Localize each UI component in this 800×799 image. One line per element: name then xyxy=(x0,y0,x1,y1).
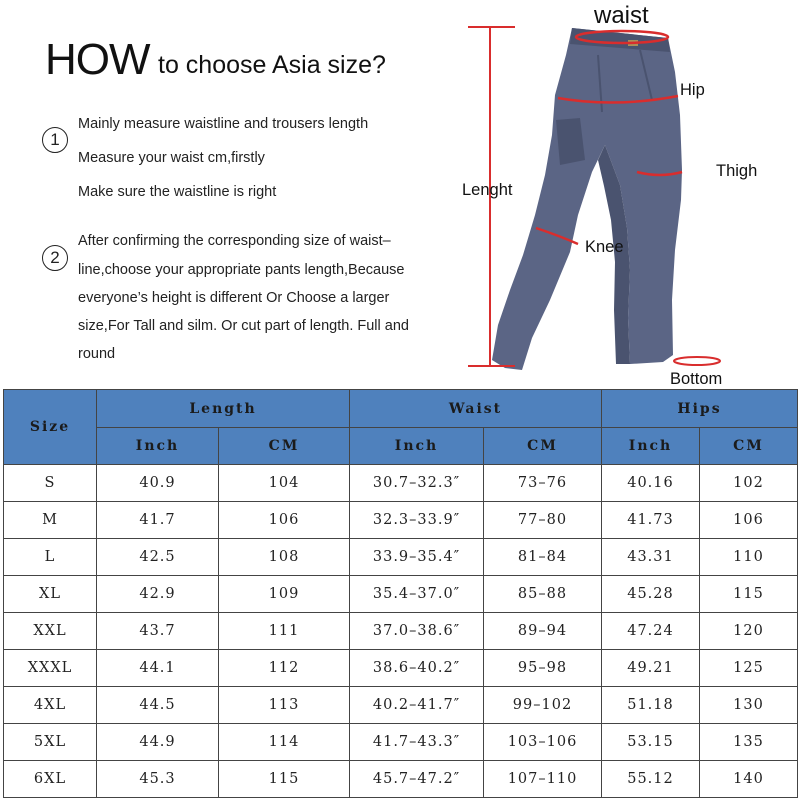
length-inch-cell: 40.9 xyxy=(97,465,219,502)
step-1-line-3: Make sure the waistline is right xyxy=(78,184,277,200)
size-cell: S xyxy=(4,465,97,502)
hips-inch-cell: 51.18 xyxy=(602,687,700,724)
length-cm-cell: 109 xyxy=(219,576,350,613)
hips-cm-cell: 135 xyxy=(700,724,798,761)
waist-cm-cell: 81–84 xyxy=(484,539,602,576)
length-inch-cell: 44.5 xyxy=(97,687,219,724)
length-inch-cell: 44.9 xyxy=(97,724,219,761)
length-cm-cell: 104 xyxy=(219,465,350,502)
hips-cm-cell: 115 xyxy=(700,576,798,613)
step-2-line-4: size,For Tall and silm. Or cut part of length. Full and xyxy=(78,318,409,334)
waist-inch-cell: 45.7–47.2″ xyxy=(350,761,484,798)
waist-label: waist xyxy=(594,2,649,29)
length-cm-cell: 106 xyxy=(219,502,350,539)
table-header-row xyxy=(4,390,798,428)
size-cell: 5XL xyxy=(4,724,97,761)
hips-group-header: Hips xyxy=(602,390,798,428)
step-2-line-1: After confirming the corresponding size of waist– xyxy=(78,233,391,249)
hips-inch-cell: 45.28 xyxy=(602,576,700,613)
waist-inch-header: Inch xyxy=(350,428,484,465)
heading-subtitle: to choose Asia size? xyxy=(158,51,386,79)
hips-inch-cell: 43.31 xyxy=(602,539,700,576)
hips-cm-cell: 125 xyxy=(700,650,798,687)
step-2-line-2: line,choose your appropriate pants length,Because xyxy=(78,262,405,278)
length-cm-cell: 111 xyxy=(219,613,350,650)
hips-cm-cell: 130 xyxy=(700,687,798,724)
waist-inch-cell: 37.0–38.6″ xyxy=(350,613,484,650)
waist-cm-cell: 77–80 xyxy=(484,502,602,539)
waist-cm-cell: 89–94 xyxy=(484,613,602,650)
waist-cm-cell: 103–106 xyxy=(484,724,602,761)
table-row xyxy=(4,650,798,687)
pants-illustration xyxy=(492,28,682,370)
hips-cm-cell: 106 xyxy=(700,502,798,539)
waist-inch-cell: 32.3–33.9″ xyxy=(350,502,484,539)
hips-cm-header: CM xyxy=(700,428,798,465)
step-2-line-5: round xyxy=(78,346,116,362)
length-inch-cell: 42.5 xyxy=(97,539,219,576)
table-row xyxy=(4,576,798,613)
length-cm-cell: 108 xyxy=(219,539,350,576)
table-row xyxy=(4,465,798,502)
waist-group-header: Waist xyxy=(350,390,602,428)
heading-how: HOW xyxy=(45,35,150,84)
table-row xyxy=(4,539,798,576)
table-row xyxy=(4,724,798,761)
size-cell: 6XL xyxy=(4,761,97,798)
waist-inch-cell: 40.2–41.7″ xyxy=(350,687,484,724)
waist-inch-cell: 33.9–35.4″ xyxy=(350,539,484,576)
length-cm-cell: 115 xyxy=(219,761,350,798)
step-1-number-badge: 1 xyxy=(42,127,68,153)
step-2-line-3: everyone’s height is different Or Choose a larger xyxy=(78,290,390,306)
pants-measurement-diagram xyxy=(0,0,800,389)
waist-cm-cell: 99–102 xyxy=(484,687,602,724)
waist-inch-cell: 41.7–43.3″ xyxy=(350,724,484,761)
length-inch-cell: 42.9 xyxy=(97,576,219,613)
step-2-number-badge: 2 xyxy=(42,245,68,271)
size-cell: XXXL xyxy=(4,650,97,687)
table-row xyxy=(4,761,798,798)
hips-inch-cell: 53.15 xyxy=(602,724,700,761)
table-row xyxy=(4,502,798,539)
length-inch-cell: 43.7 xyxy=(97,613,219,650)
size-cell: L xyxy=(4,539,97,576)
hips-cm-cell: 110 xyxy=(700,539,798,576)
length-cm-cell: 114 xyxy=(219,724,350,761)
hips-cm-cell: 120 xyxy=(700,613,798,650)
waist-inch-cell: 35.4–37.0″ xyxy=(350,576,484,613)
hips-inch-cell: 41.73 xyxy=(602,502,700,539)
waist-cm-cell: 73–76 xyxy=(484,465,602,502)
size-chart-table xyxy=(3,389,798,798)
waist-cm-cell: 107–110 xyxy=(484,761,602,798)
step-1-line-1: Mainly measure waistline and trousers length xyxy=(78,116,369,132)
table-row xyxy=(4,687,798,724)
table-row xyxy=(4,613,798,650)
waist-inch-cell: 38.6–40.2″ xyxy=(350,650,484,687)
hips-cm-cell: 102 xyxy=(700,465,798,502)
waist-inch-cell: 30.7–32.3″ xyxy=(350,465,484,502)
waist-cm-cell: 95–98 xyxy=(484,650,602,687)
length-inch-cell: 44.1 xyxy=(97,650,219,687)
size-cell: M xyxy=(4,502,97,539)
size-cell: XL xyxy=(4,576,97,613)
length-cm-cell: 112 xyxy=(219,650,350,687)
hips-inch-cell: 40.16 xyxy=(602,465,700,502)
hips-cm-cell: 140 xyxy=(700,761,798,798)
hips-inch-cell: 47.24 xyxy=(602,613,700,650)
knee-label: Knee xyxy=(585,238,624,256)
length-inch-header: Inch xyxy=(97,428,219,465)
hips-inch-cell: 55.12 xyxy=(602,761,700,798)
table-unit-row xyxy=(4,428,798,465)
size-cell: 4XL xyxy=(4,687,97,724)
size-cell: XXL xyxy=(4,613,97,650)
step-1-line-2: Measure your waist cm,firstly xyxy=(78,150,265,166)
length-group-header: Length xyxy=(97,390,350,428)
waist-cm-header: CM xyxy=(484,428,602,465)
size-column-header: Size xyxy=(4,390,97,465)
waist-cm-cell: 85–88 xyxy=(484,576,602,613)
length-cm-header: CM xyxy=(219,428,350,465)
length-cm-cell: 113 xyxy=(219,687,350,724)
thigh-label: Thigh xyxy=(716,162,758,180)
hips-inch-cell: 49.21 xyxy=(602,650,700,687)
length-inch-cell: 45.3 xyxy=(97,761,219,798)
hip-label: Hip xyxy=(680,81,705,99)
length-label: Lenght xyxy=(462,181,513,199)
hips-inch-header: Inch xyxy=(602,428,700,465)
length-inch-cell: 41.7 xyxy=(97,502,219,539)
bottom-label: Bottom xyxy=(670,370,723,388)
